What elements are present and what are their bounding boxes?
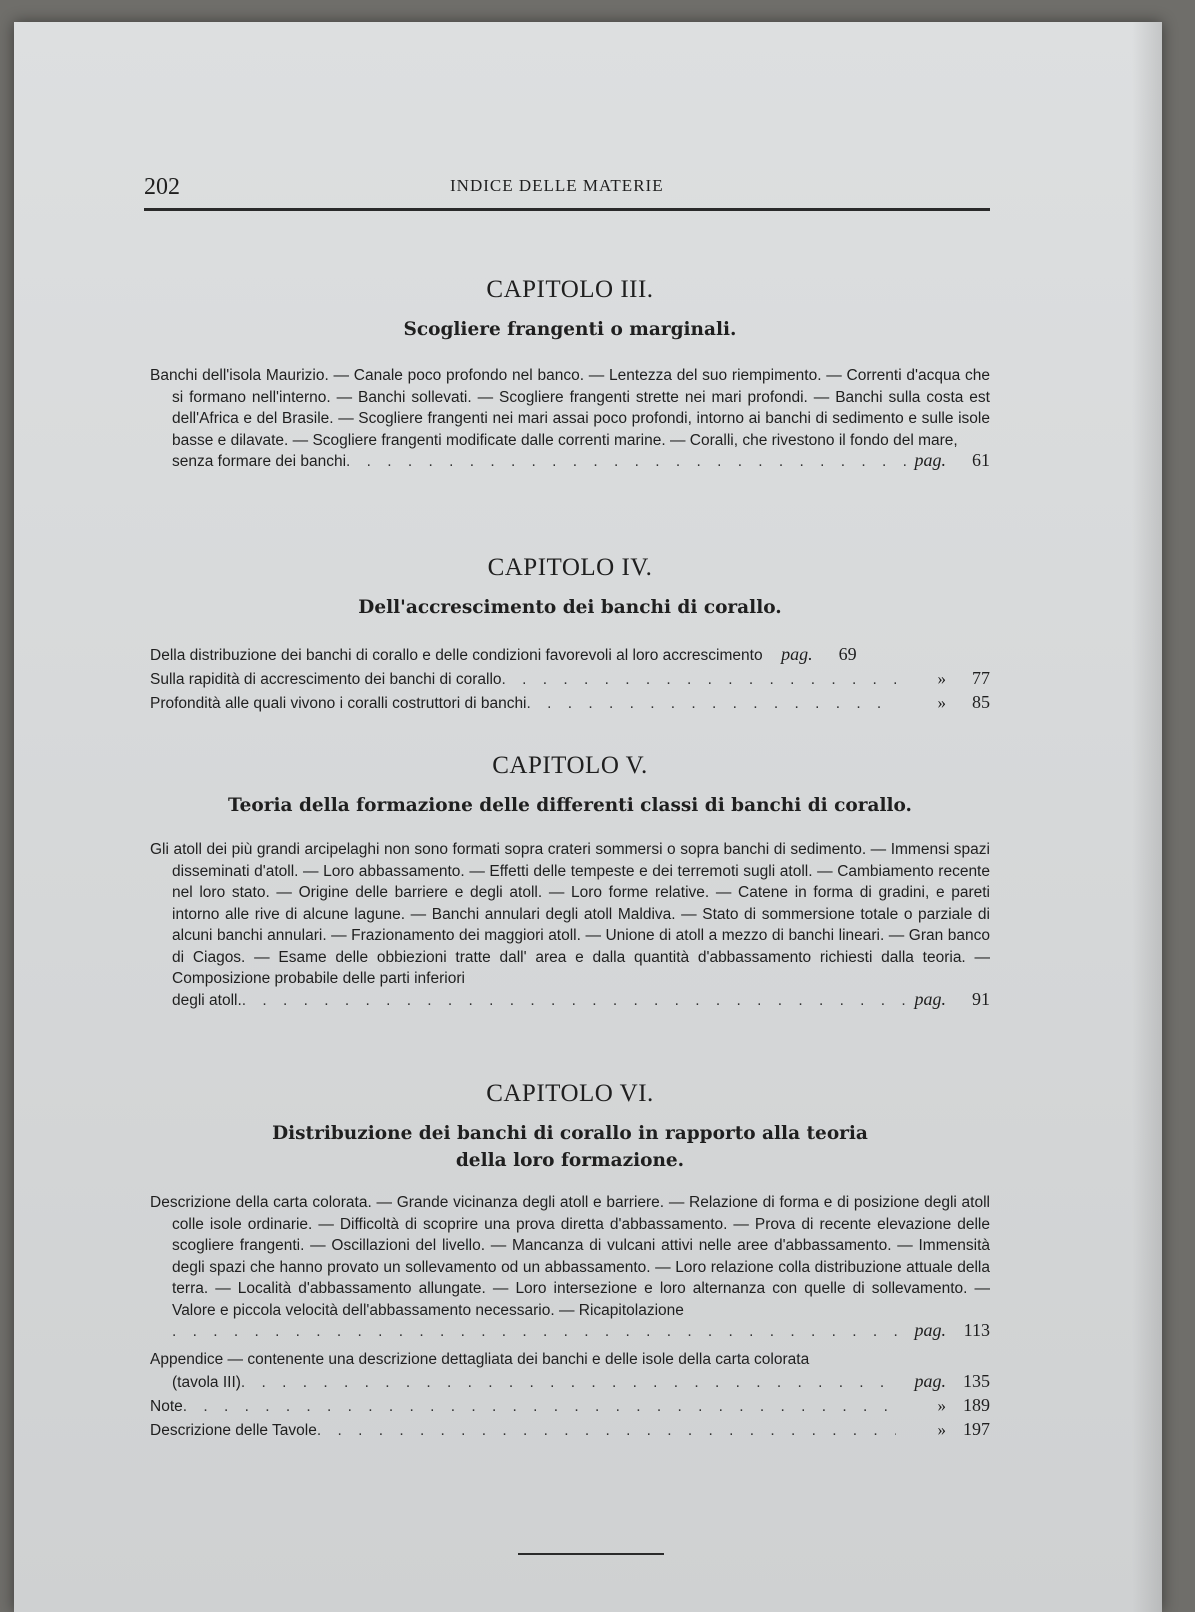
appendix-entry — [150, 1370, 990, 1394]
chapter-page-ref — [150, 989, 990, 1012]
page-edge-shadow — [1132, 22, 1162, 1612]
dot-leader — [527, 693, 896, 715]
dot-leader — [502, 669, 896, 691]
dot-leader — [241, 1372, 896, 1394]
chapter-5 — [150, 752, 990, 1011]
pag-label: pag. — [914, 1371, 946, 1391]
chapter-title: CAPITOLO V. — [492, 752, 648, 779]
chapter-entries — [150, 643, 990, 715]
notes-entry — [150, 1394, 990, 1418]
page-ref-number: 135 — [963, 1371, 990, 1391]
entry-text: Sulla rapidità di accrescimento dei banchi di corallo — [150, 671, 502, 688]
ditto-mark: » — [937, 669, 946, 688]
chapter-4 — [150, 554, 990, 715]
chapter-page-ref — [150, 450, 990, 473]
chapter-summary: Gli atoll dei più grandi arcipelaghi non sono formati sopra crateri sommersi o sopra banchi di sedimento. — Immensi spazi disseminati d'atoll. — Loro abbassamento. — Effetti delle tempeste e dei terremoti sugli atoll. — Cambiamento recente nel loro stato. — Origine delle barriere e degli atoll. — Loro forme relative. — Catene in forma di gradini, e pareti intorno alle rive di alcune lagune. — Banchi annulari degli atoll Maldiva. — Stato di sommersione totale o parziale di alcuni banchi annulari. — Frazionamento dei maggiori atoll. — Unione di atoll a mezzo di banchi lineari. — Gran banco di Ciagos. — Esame delle obbiezioni tratte dall' area e dalla quantità d'abbassamento richiesti dalla teoria. — Composizione probabile delle parti inferiori — [150, 841, 990, 987]
page-ref-number: 91 — [972, 988, 990, 1009]
entry-text: Profondità alle quali vivono i coralli costruttori di banchi — [150, 695, 527, 712]
chapter-title: CAPITOLO VI. — [486, 1080, 654, 1107]
page-ref-number: 113 — [963, 1320, 990, 1340]
appendix-line-2: (tavola III) — [172, 1374, 241, 1391]
back-matter — [150, 1349, 990, 1443]
page-ref-number: 61 — [972, 450, 990, 470]
pag-label: pag. — [914, 1320, 946, 1340]
dot-leader — [317, 1420, 896, 1442]
chapter-subtitle: Teoria della formazione delle differenti classi di banchi di corallo. — [228, 795, 912, 816]
entry-text: Della distribuzione dei banchi di corallo e delle condizioni favorevoli al loro accrescimento — [150, 647, 763, 664]
end-rule — [518, 1553, 664, 1555]
dot-leader — [242, 990, 909, 1012]
page-ref-number: 197 — [963, 1419, 990, 1439]
chapter-summary: Descrizione della carta colorata. — Grande vicinanza degli atoll e barriere. — Relazione di forma e di posizione degli atoll colle isole ordinarie. — Difficoltà di scoprire una prova diretta d'abbassamento. — Prova di recente elevazione delle scogliere frangenti. — Oscillazioni del livello. — Mancanza di vulcani attivi nelle aree d'abbassamento. — Immensità degli spazi che hanno provato un sollevamento od un abbassamento. — Loro relazione colla distribuzione attuale della terra. — Località d'abbassamento allungate. — Loro intersezione e loro alternanza con quelle di sollevamento. — Valore e piccola velocità dell'abbassamento necessario. — Ricapitolazione — [150, 1194, 990, 1319]
ditto-mark: » — [937, 1396, 946, 1415]
chapter-title: CAPITOLO III. — [486, 276, 654, 303]
chapter-subtitle: Dell'accrescimento dei banchi di corallo. — [358, 597, 782, 618]
chapter-6 — [150, 1080, 990, 1442]
ditto-mark: » — [937, 1420, 946, 1439]
running-title: INDICE DELLE MATERIE — [450, 176, 664, 195]
header-rule — [144, 208, 990, 211]
pag-label: pag. — [914, 450, 946, 470]
summary-last-line: degli atoll. — [172, 991, 242, 1009]
summary-last-line: senza formare dei banchi — [172, 453, 347, 470]
chapter-title: CAPITOLO IV. — [487, 554, 653, 581]
chapter-summary: Banchi dell'isola Maurizio. — Canale poco profondo nel banco. — Lentezza del suo riempimento. — Correnti d'acqua che si formano nell'interno. — Banchi sollevati. — Scogliere frangenti strette nei mari profondi. — Banchi sulla costa est dell'Africa e del Brasile. — Scogliere frangenti nei mari assai poco profondi, intorno ai banchi di sedimento e sulle isole basse e dilavate. — Scogliere frangenti modificate dalle correnti marine. — Coralli, che rivestono il fondo del mare, — [150, 367, 990, 449]
page-ref-number: 85 — [972, 692, 990, 712]
chapter-page-ref — [150, 1320, 990, 1343]
toc-entry — [150, 643, 990, 667]
chapter-subtitle: Scogliere frangenti o marginali. — [403, 319, 737, 340]
page-number: 202 — [144, 174, 180, 200]
chapter-subtitle-line-1: Distribuzione dei banchi di corallo in rapporto alla teoria — [272, 1123, 868, 1144]
plates-entry — [150, 1418, 990, 1442]
pag-label: pag. — [781, 644, 813, 664]
plates-label: Descrizione delle Tavole — [150, 1422, 317, 1439]
toc-entry — [150, 667, 990, 691]
toc-entry — [150, 691, 990, 715]
dot-leader — [172, 1321, 909, 1343]
page-ref-number: 69 — [838, 644, 857, 664]
notes-label: Note — [150, 1398, 183, 1415]
chapter-subtitle-line-2: della loro formazione. — [455, 1150, 685, 1171]
page-ref-number: 189 — [963, 1395, 990, 1415]
page-ref-number: 77 — [972, 668, 990, 688]
appendix-line-1: Appendice — contenente una descrizione dettagliata dei banchi e delle isole della carta colorata — [150, 1350, 810, 1368]
pag-label: pag. — [914, 988, 946, 1009]
chapter-3 — [150, 276, 990, 473]
ditto-mark: » — [937, 693, 946, 712]
dot-leader — [346, 451, 908, 473]
dot-leader — [183, 1396, 896, 1418]
page-header — [144, 170, 990, 210]
